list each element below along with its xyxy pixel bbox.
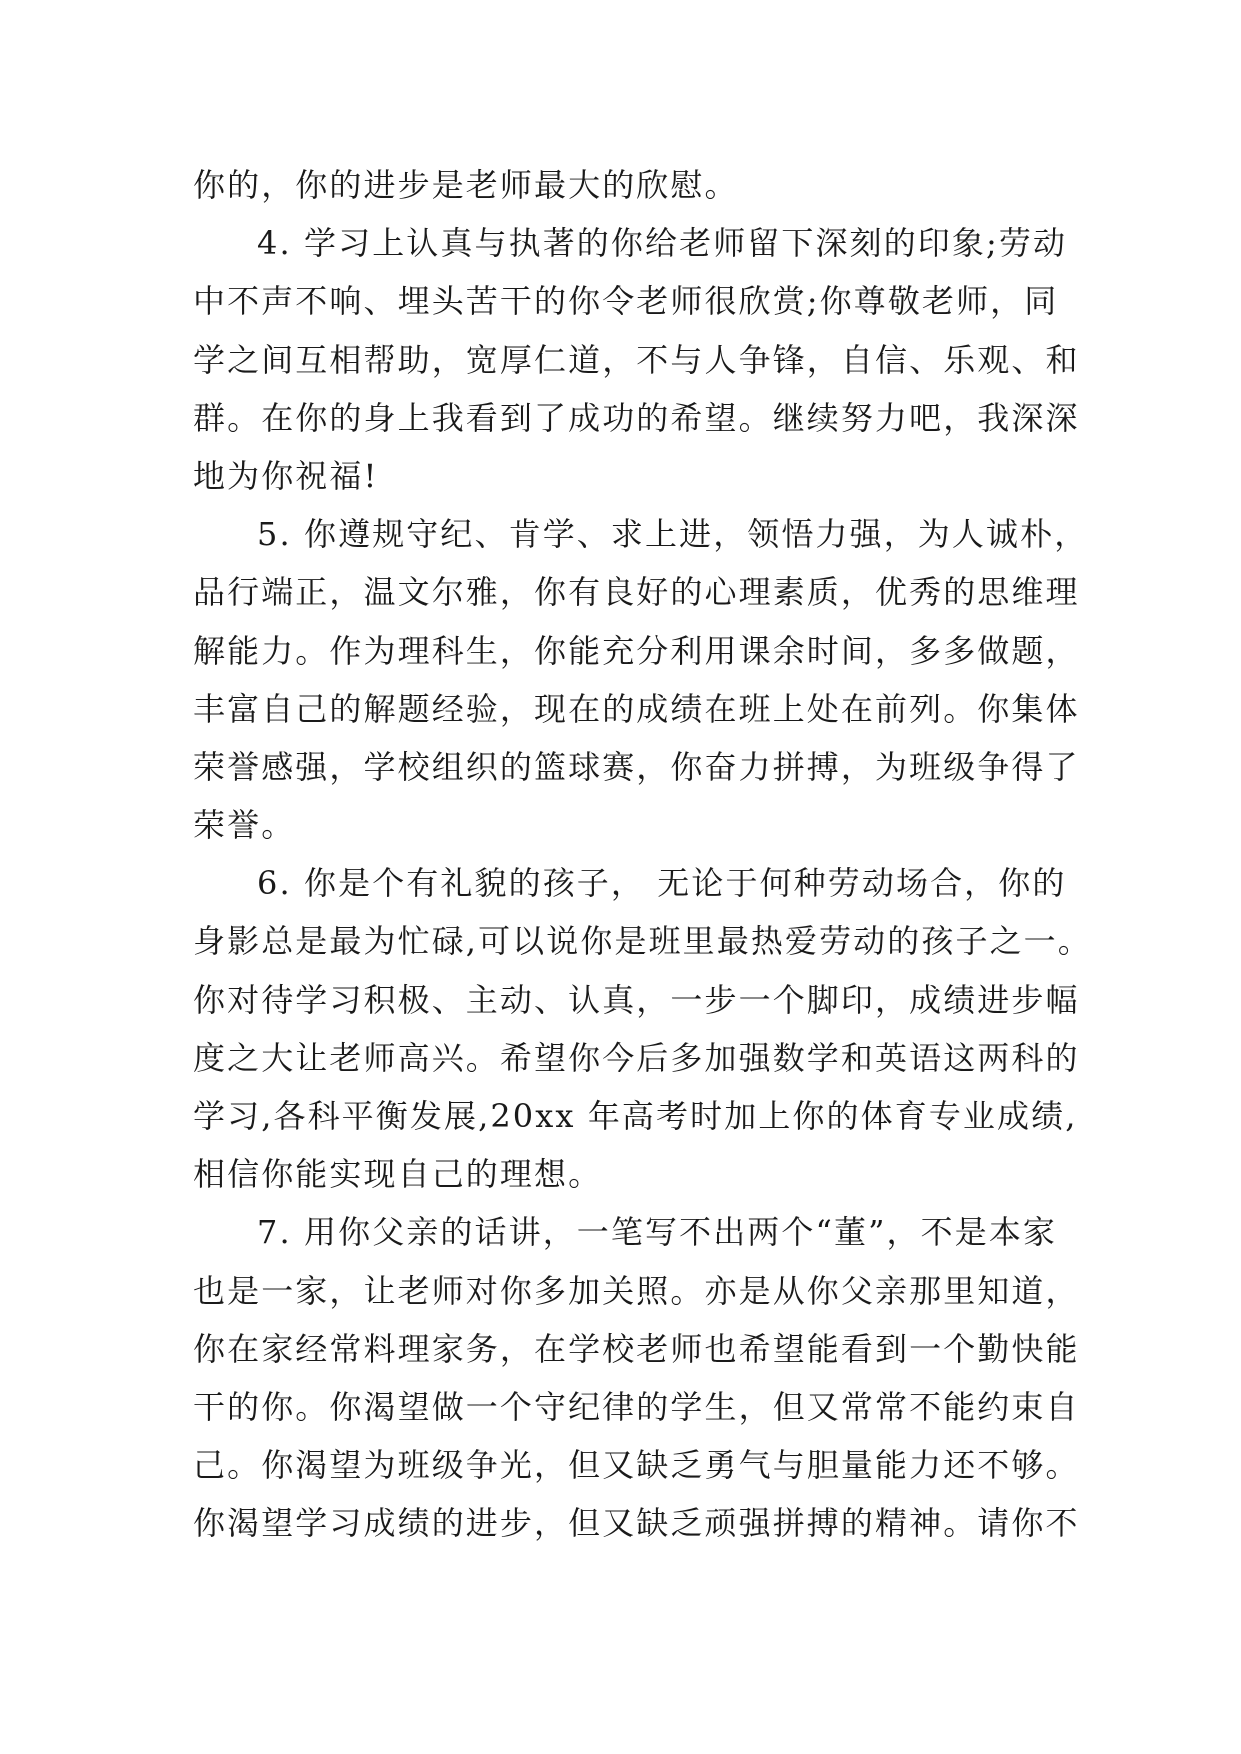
text-line: 荣誉感强，学校组织的篮球赛，你奋力拼搏，为班级争得了: [193, 747, 1080, 786]
text-line: 学习,各科平衡发展,20xx 年高考时加上你的体育专业成绩,: [193, 1097, 1078, 1135]
text-line: 中不声不响、埋头苦干的你令老师很欣赏;你尊敬老师，同: [193, 282, 1059, 321]
text-line: 地为你祝福!: [193, 456, 379, 495]
text-line: 度之大让老师高兴。希望你今后多加强数学和英语这两科的: [193, 1038, 1080, 1077]
text-line: 解能力。作为理科生，你能充分利用课余时间，多多做题，: [193, 631, 1080, 670]
text-line: 群。在你的身上我看到了成功的希望。继续努力吧，我深深: [193, 398, 1080, 437]
text-line: 6. 你是个有礼貌的孩子， 无论于何种劳动场合，你的: [257, 864, 1067, 903]
text-line: 身影总是最为忙碌,可以说你是班里最热爱劳动的孩子之一。: [193, 922, 1092, 961]
text-line: 你对待学习积极、主动、认真，一步一个脚印，成绩进步幅: [193, 980, 1080, 1019]
text-line: 7. 用你父亲的话讲，一笔写不出两个“董”，不是本家: [257, 1213, 1058, 1252]
text-line: 你在家经常料理家务，在学校老师也希望能看到一个勤快能: [193, 1329, 1080, 1368]
text-line: 相信你能实现自己的理想。: [193, 1155, 603, 1194]
text-line: 干的你。你渴望做一个守纪律的学生，但又常常不能约束自: [193, 1387, 1080, 1426]
text-line: 己。你渴望为班级争光，但又缺乏勇气与胆量能力还不够。: [193, 1446, 1080, 1485]
body-text: [193, 156, 1092, 1553]
text-line: 5. 你遵规守纪、肯学、求上进，领悟力强，为人诚朴，: [257, 515, 1089, 554]
text-line: 你渴望学习成绩的进步，但又缺乏顽强拼搏的精神。请你不: [193, 1504, 1080, 1543]
text-line: 你的，你的进步是老师最大的欣慰。: [193, 166, 739, 204]
text-line: 品行端正，温文尔雅，你有良好的心理素质，优秀的思维理: [193, 573, 1080, 612]
text-line: 丰富自己的解题经验，现在的成绩在班上处在前列。你集体: [193, 689, 1080, 728]
text-line: 4. 学习上认真与执著的你给老师留下深刻的印象;劳动: [257, 224, 1068, 263]
text-line: 学之间互相帮助，宽厚仁道，不与人争锋，自信、乐观、和: [193, 340, 1080, 379]
text-line: 荣誉。: [193, 806, 296, 845]
text-line: 也是一家，让老师对你多加关照。亦是从你父亲那里知道，: [193, 1271, 1080, 1310]
